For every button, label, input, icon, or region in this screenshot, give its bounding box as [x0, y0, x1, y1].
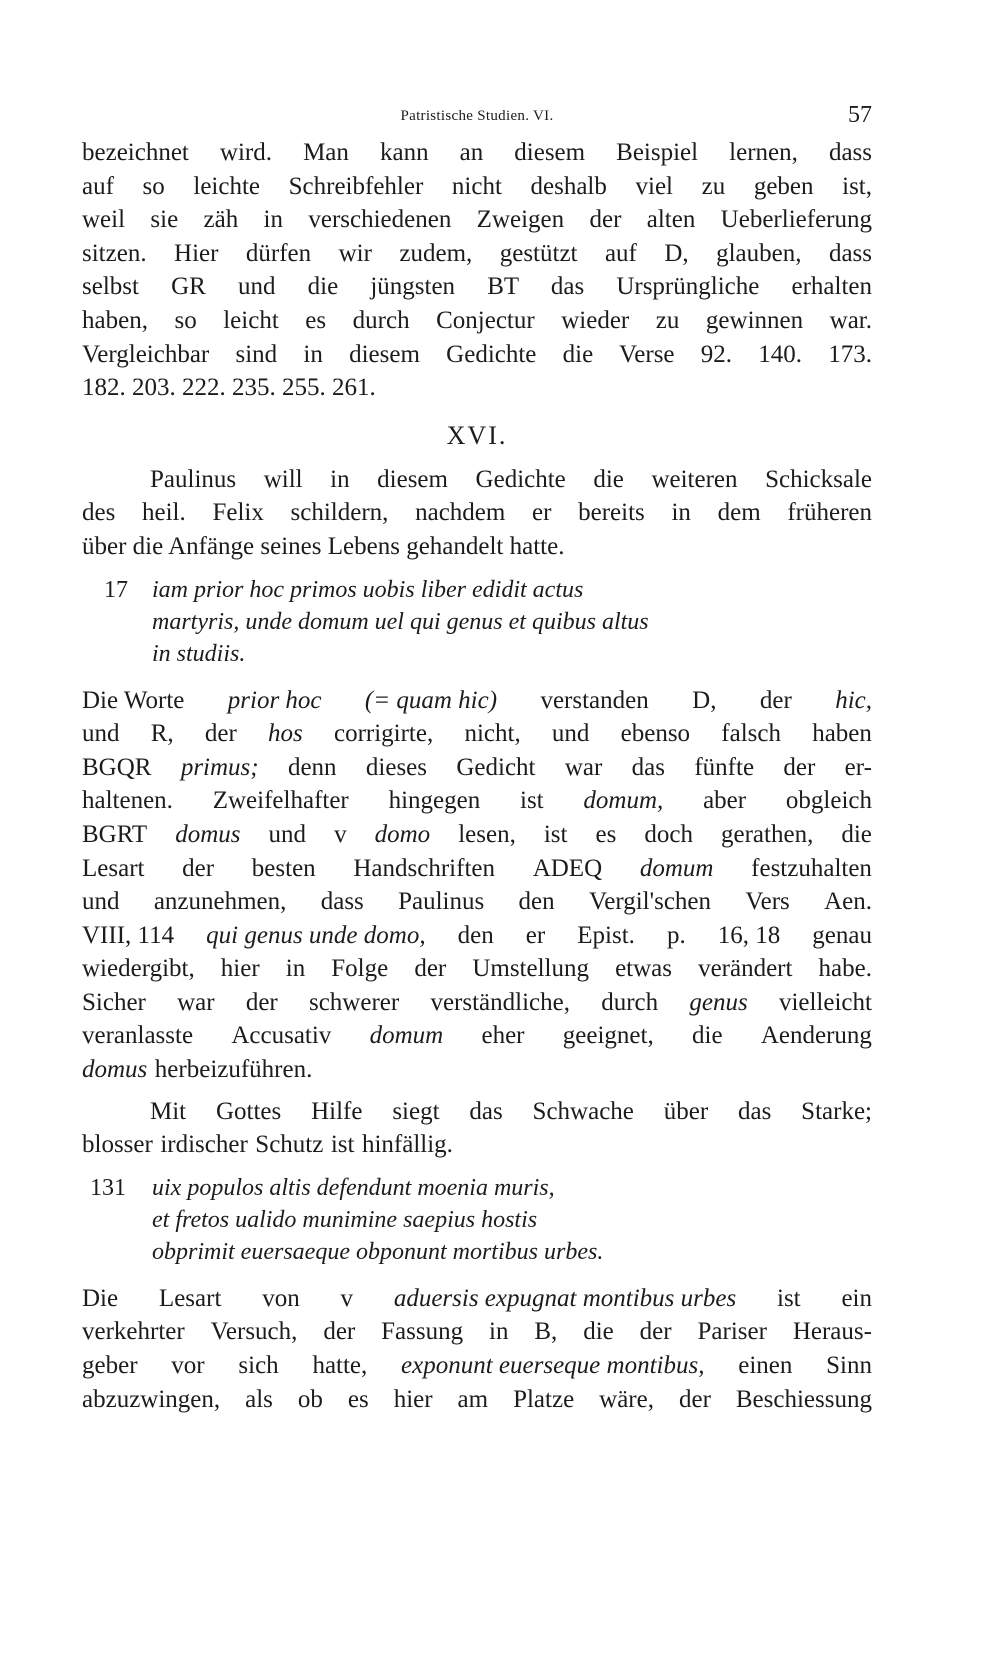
- word: der: [323, 1318, 356, 1346]
- word: Sicher: [82, 988, 146, 1016]
- word: schwerer: [308, 988, 400, 1016]
- word: geeignet,: [562, 1022, 654, 1050]
- word-italic: genus: [689, 988, 748, 1016]
- word: die: [841, 820, 872, 848]
- word: gerathen,: [721, 820, 814, 848]
- word: es: [347, 1385, 369, 1413]
- word: ob: [297, 1385, 323, 1413]
- text-line: [82, 952, 872, 986]
- word: ist: [777, 1284, 801, 1312]
- paragraph-2: [82, 463, 872, 564]
- word-italic: (= quam hic): [364, 686, 498, 714]
- word-italic: exponunt euerseque montibus,: [401, 1352, 705, 1380]
- text-line: [82, 1019, 872, 1053]
- text-line: [82, 1053, 872, 1087]
- word-italic: domum,: [583, 787, 664, 815]
- verse-line: [82, 574, 872, 606]
- text-line: des heil. Felix schildern, nachdem er bereits in dem früheren: [82, 499, 872, 527]
- word: Zweifelhafter: [212, 787, 349, 815]
- word: obgleich: [785, 787, 872, 815]
- verse-text: obprimit euersaeque obponunt mortibus urbes.: [152, 1238, 604, 1265]
- verse-number: 17: [104, 576, 128, 603]
- word: und: [82, 720, 120, 748]
- text-line: 182. 203. 222. 235. 255. 261.: [82, 374, 376, 402]
- word: in: [285, 955, 306, 983]
- verse-number-blank: [82, 1204, 152, 1236]
- word: und: [82, 888, 120, 916]
- text-line: [82, 751, 872, 785]
- verse-number: 131: [90, 1174, 126, 1201]
- word: eher: [481, 1022, 525, 1050]
- word: in: [489, 1318, 509, 1346]
- verse-text: martyris, unde domum uel qui genus et quibus altus: [152, 608, 649, 635]
- text-line: [82, 1315, 872, 1349]
- word: der: [783, 753, 816, 781]
- word: er: [525, 921, 546, 949]
- word: anzunehmen,: [153, 888, 287, 916]
- word: dass: [320, 888, 364, 916]
- word: sich: [238, 1352, 279, 1380]
- word: Lesart: [82, 854, 145, 882]
- word: verständliche,: [430, 988, 570, 1016]
- text-line: bezeichnet wird. Man kann an diesem Beispiel lernen, dass: [82, 139, 872, 166]
- text-line: sitzen. Hier dürfen wir zudem, gestützt auf D, glauben, dass: [82, 239, 872, 267]
- word: doch: [644, 820, 693, 848]
- word: der: [678, 1385, 711, 1413]
- verse-line: [82, 606, 872, 638]
- word: wäre,: [599, 1385, 654, 1413]
- word: wiedergibt,: [82, 955, 195, 983]
- word-italic: domum: [369, 1022, 444, 1050]
- word: haltenen.: [82, 787, 173, 815]
- word: Vers: [745, 888, 790, 916]
- word: den: [457, 921, 494, 949]
- word: aber: [703, 787, 747, 815]
- text-line: [82, 1128, 872, 1162]
- word: er-: [844, 753, 872, 781]
- word: geber: [82, 1352, 138, 1380]
- word: Gottes: [215, 1097, 282, 1125]
- word: hingegen: [388, 787, 481, 815]
- word: herbeizuführen.: [154, 1056, 313, 1084]
- word: war: [177, 988, 215, 1016]
- paragraph-gap: [82, 1087, 872, 1095]
- word-italic: primus;: [180, 753, 259, 781]
- word: über: [663, 1097, 709, 1125]
- text-line: selbst GR und die jüngsten BT das Ursprüngliche erhalten: [82, 273, 872, 301]
- text-line: [82, 818, 872, 852]
- word: Accusativ: [231, 1022, 332, 1050]
- verse-line: [82, 1204, 872, 1236]
- word-italic: prior hoc: [227, 686, 322, 714]
- word: der: [414, 955, 447, 983]
- word: falsch: [721, 720, 781, 748]
- word: ist: [520, 787, 544, 815]
- word: Schwache: [532, 1097, 634, 1125]
- word: nicht,: [464, 720, 521, 748]
- word: Mit: [150, 1097, 187, 1125]
- page-number: 57: [848, 102, 872, 128]
- word: denn: [287, 753, 337, 781]
- word: Die: [82, 1284, 119, 1312]
- word: ADEQ: [532, 854, 603, 882]
- verse-number-blank: [82, 606, 152, 638]
- word: hier: [220, 955, 260, 983]
- word: der: [639, 1318, 672, 1346]
- word: das: [738, 1097, 772, 1125]
- word: Epist.: [577, 921, 635, 949]
- word: v: [340, 1284, 354, 1312]
- word: das: [469, 1097, 503, 1125]
- word: durch: [601, 988, 659, 1016]
- word: am: [457, 1385, 489, 1413]
- word: Die Worte: [82, 686, 185, 714]
- word: BGQR: [82, 753, 152, 781]
- word: habe.: [818, 955, 872, 983]
- section-heading: XVI.: [446, 420, 508, 450]
- word: Paulinus: [398, 888, 485, 916]
- word: veranlasste: [82, 1022, 194, 1050]
- text-line: über die Anfänge seines Lebens gehandelt hatte.: [82, 532, 565, 560]
- text-line: haben, so leicht es durch Conjectur wieder zu gewinnen war.: [82, 306, 872, 334]
- word: Schutz: [255, 1131, 324, 1159]
- word: lesen,: [458, 820, 516, 848]
- word: blosser: [82, 1131, 153, 1159]
- word: hinfällig.: [361, 1131, 453, 1159]
- word: Vergil'schen: [588, 888, 712, 916]
- running-header: [82, 96, 872, 136]
- word: VIII, 114: [82, 921, 175, 949]
- paragraph-1: [82, 136, 872, 405]
- verse-quotation-131: [82, 1172, 872, 1268]
- word: BGRT: [82, 820, 148, 848]
- word: und: [551, 720, 590, 748]
- paragraph-3: [82, 684, 872, 1087]
- word: vielleicht: [778, 988, 872, 1016]
- paragraph-5: [82, 1282, 872, 1416]
- text-line: [82, 1349, 872, 1383]
- word: Umstellung: [472, 955, 589, 983]
- word: Sinn: [826, 1352, 872, 1380]
- text-line: [82, 1282, 872, 1316]
- word: den: [518, 888, 555, 916]
- word: Aenderung: [760, 1022, 872, 1050]
- word: verändert: [698, 955, 793, 983]
- word: ebenso: [620, 720, 691, 748]
- word: p.: [666, 921, 686, 949]
- text-line: [82, 717, 872, 751]
- word-italic: domum: [639, 854, 714, 882]
- word: einen: [738, 1352, 793, 1380]
- verse-text: et fretos ualido munimine saepius hostis: [152, 1206, 538, 1233]
- word: als: [245, 1385, 273, 1413]
- running-title: Patristische Studien. VI.: [400, 108, 554, 124]
- text-line: auf so leichte Schreibfehler nicht deshalb viel zu geben ist,: [82, 172, 872, 200]
- text-line: [82, 684, 872, 718]
- word: der: [759, 686, 792, 714]
- word: Aen.: [824, 888, 872, 916]
- paragraph-4: [82, 1095, 872, 1162]
- verse-quotation-17: [82, 574, 872, 670]
- word: B,: [534, 1318, 558, 1346]
- word: das: [631, 753, 665, 781]
- verse-text: in studiis.: [152, 640, 246, 667]
- word: hatte,: [312, 1352, 368, 1380]
- text-line: [82, 1383, 872, 1417]
- word: corrigirte,: [333, 720, 434, 748]
- word: siegt: [392, 1097, 440, 1125]
- word-italic: hos: [268, 720, 303, 748]
- page: [82, 96, 872, 1416]
- word: der: [204, 720, 237, 748]
- text-line: Vergleichbar sind in diesem Gedichte die Verse 92. 140. 173.: [82, 340, 872, 368]
- word: Platze: [513, 1385, 575, 1413]
- verse-line: [82, 638, 872, 670]
- word: festzuhalten: [751, 854, 872, 882]
- word: Starke;: [801, 1097, 872, 1125]
- word: haben: [812, 720, 872, 748]
- text-line: weil sie zäh in verschiedenen Zweigen der alten Ueberlieferung: [82, 206, 872, 234]
- word: und: [268, 820, 307, 848]
- word-italic: aduersis expugnat montibus urbes: [393, 1284, 737, 1312]
- verse-line: [82, 1236, 872, 1268]
- verse-number-blank: [82, 638, 152, 670]
- word: v: [334, 820, 347, 848]
- word: abzuzwingen,: [82, 1385, 221, 1413]
- text-line: [82, 784, 872, 818]
- word-italic: hic,: [835, 686, 872, 714]
- word: Fassung: [381, 1318, 464, 1346]
- word: genau: [812, 921, 872, 949]
- verse-text: iam prior hoc primos uobis liber edidit actus: [152, 576, 584, 603]
- word: verkehrter: [82, 1318, 185, 1346]
- verse-number-blank: [82, 1236, 152, 1268]
- word: Heraus-: [792, 1318, 872, 1346]
- word: R,: [150, 720, 174, 748]
- word: es: [595, 820, 617, 848]
- word: Beschiessung: [735, 1385, 872, 1413]
- text-line: [82, 852, 872, 886]
- word: Lesart: [158, 1284, 222, 1312]
- word: der: [245, 988, 278, 1016]
- word-italic: qui genus unde domo,: [206, 921, 426, 949]
- word: Handschriften: [353, 854, 495, 882]
- word: war: [564, 753, 603, 781]
- word: Pariser: [697, 1318, 767, 1346]
- word: verstanden: [540, 686, 649, 714]
- word: vor: [171, 1352, 205, 1380]
- word: Hilfe: [311, 1097, 363, 1125]
- word: hier: [393, 1385, 433, 1413]
- word: die: [692, 1022, 723, 1050]
- word-italic: domo: [374, 820, 431, 848]
- text-line: [82, 986, 872, 1020]
- word-italic: domus: [175, 820, 241, 848]
- word: fünfte: [694, 753, 755, 781]
- verse-line: [82, 1172, 872, 1204]
- word: Versuch,: [210, 1318, 298, 1346]
- word: ist: [543, 820, 568, 848]
- word: die: [583, 1318, 614, 1346]
- word: irdischer: [160, 1131, 248, 1159]
- word: ist: [330, 1131, 355, 1159]
- word: Gedicht: [456, 753, 536, 781]
- word-italic: domus: [82, 1056, 148, 1084]
- word: etwas: [615, 955, 672, 983]
- word: ein: [841, 1284, 872, 1312]
- word: 16, 18: [717, 921, 781, 949]
- word: von: [262, 1284, 300, 1312]
- text-line: [82, 1095, 872, 1129]
- text-line: [82, 919, 872, 953]
- word: D,: [692, 686, 717, 714]
- text-line: [82, 885, 872, 919]
- word: besten: [251, 854, 316, 882]
- word: Folge: [331, 955, 389, 983]
- word: der: [182, 854, 215, 882]
- word: dieses: [365, 753, 428, 781]
- verse-text: uix populos altis defendunt moenia muris,: [152, 1174, 555, 1201]
- text-line: Paulinus will in diesem Gedichte die weiteren Schicksale: [150, 465, 872, 493]
